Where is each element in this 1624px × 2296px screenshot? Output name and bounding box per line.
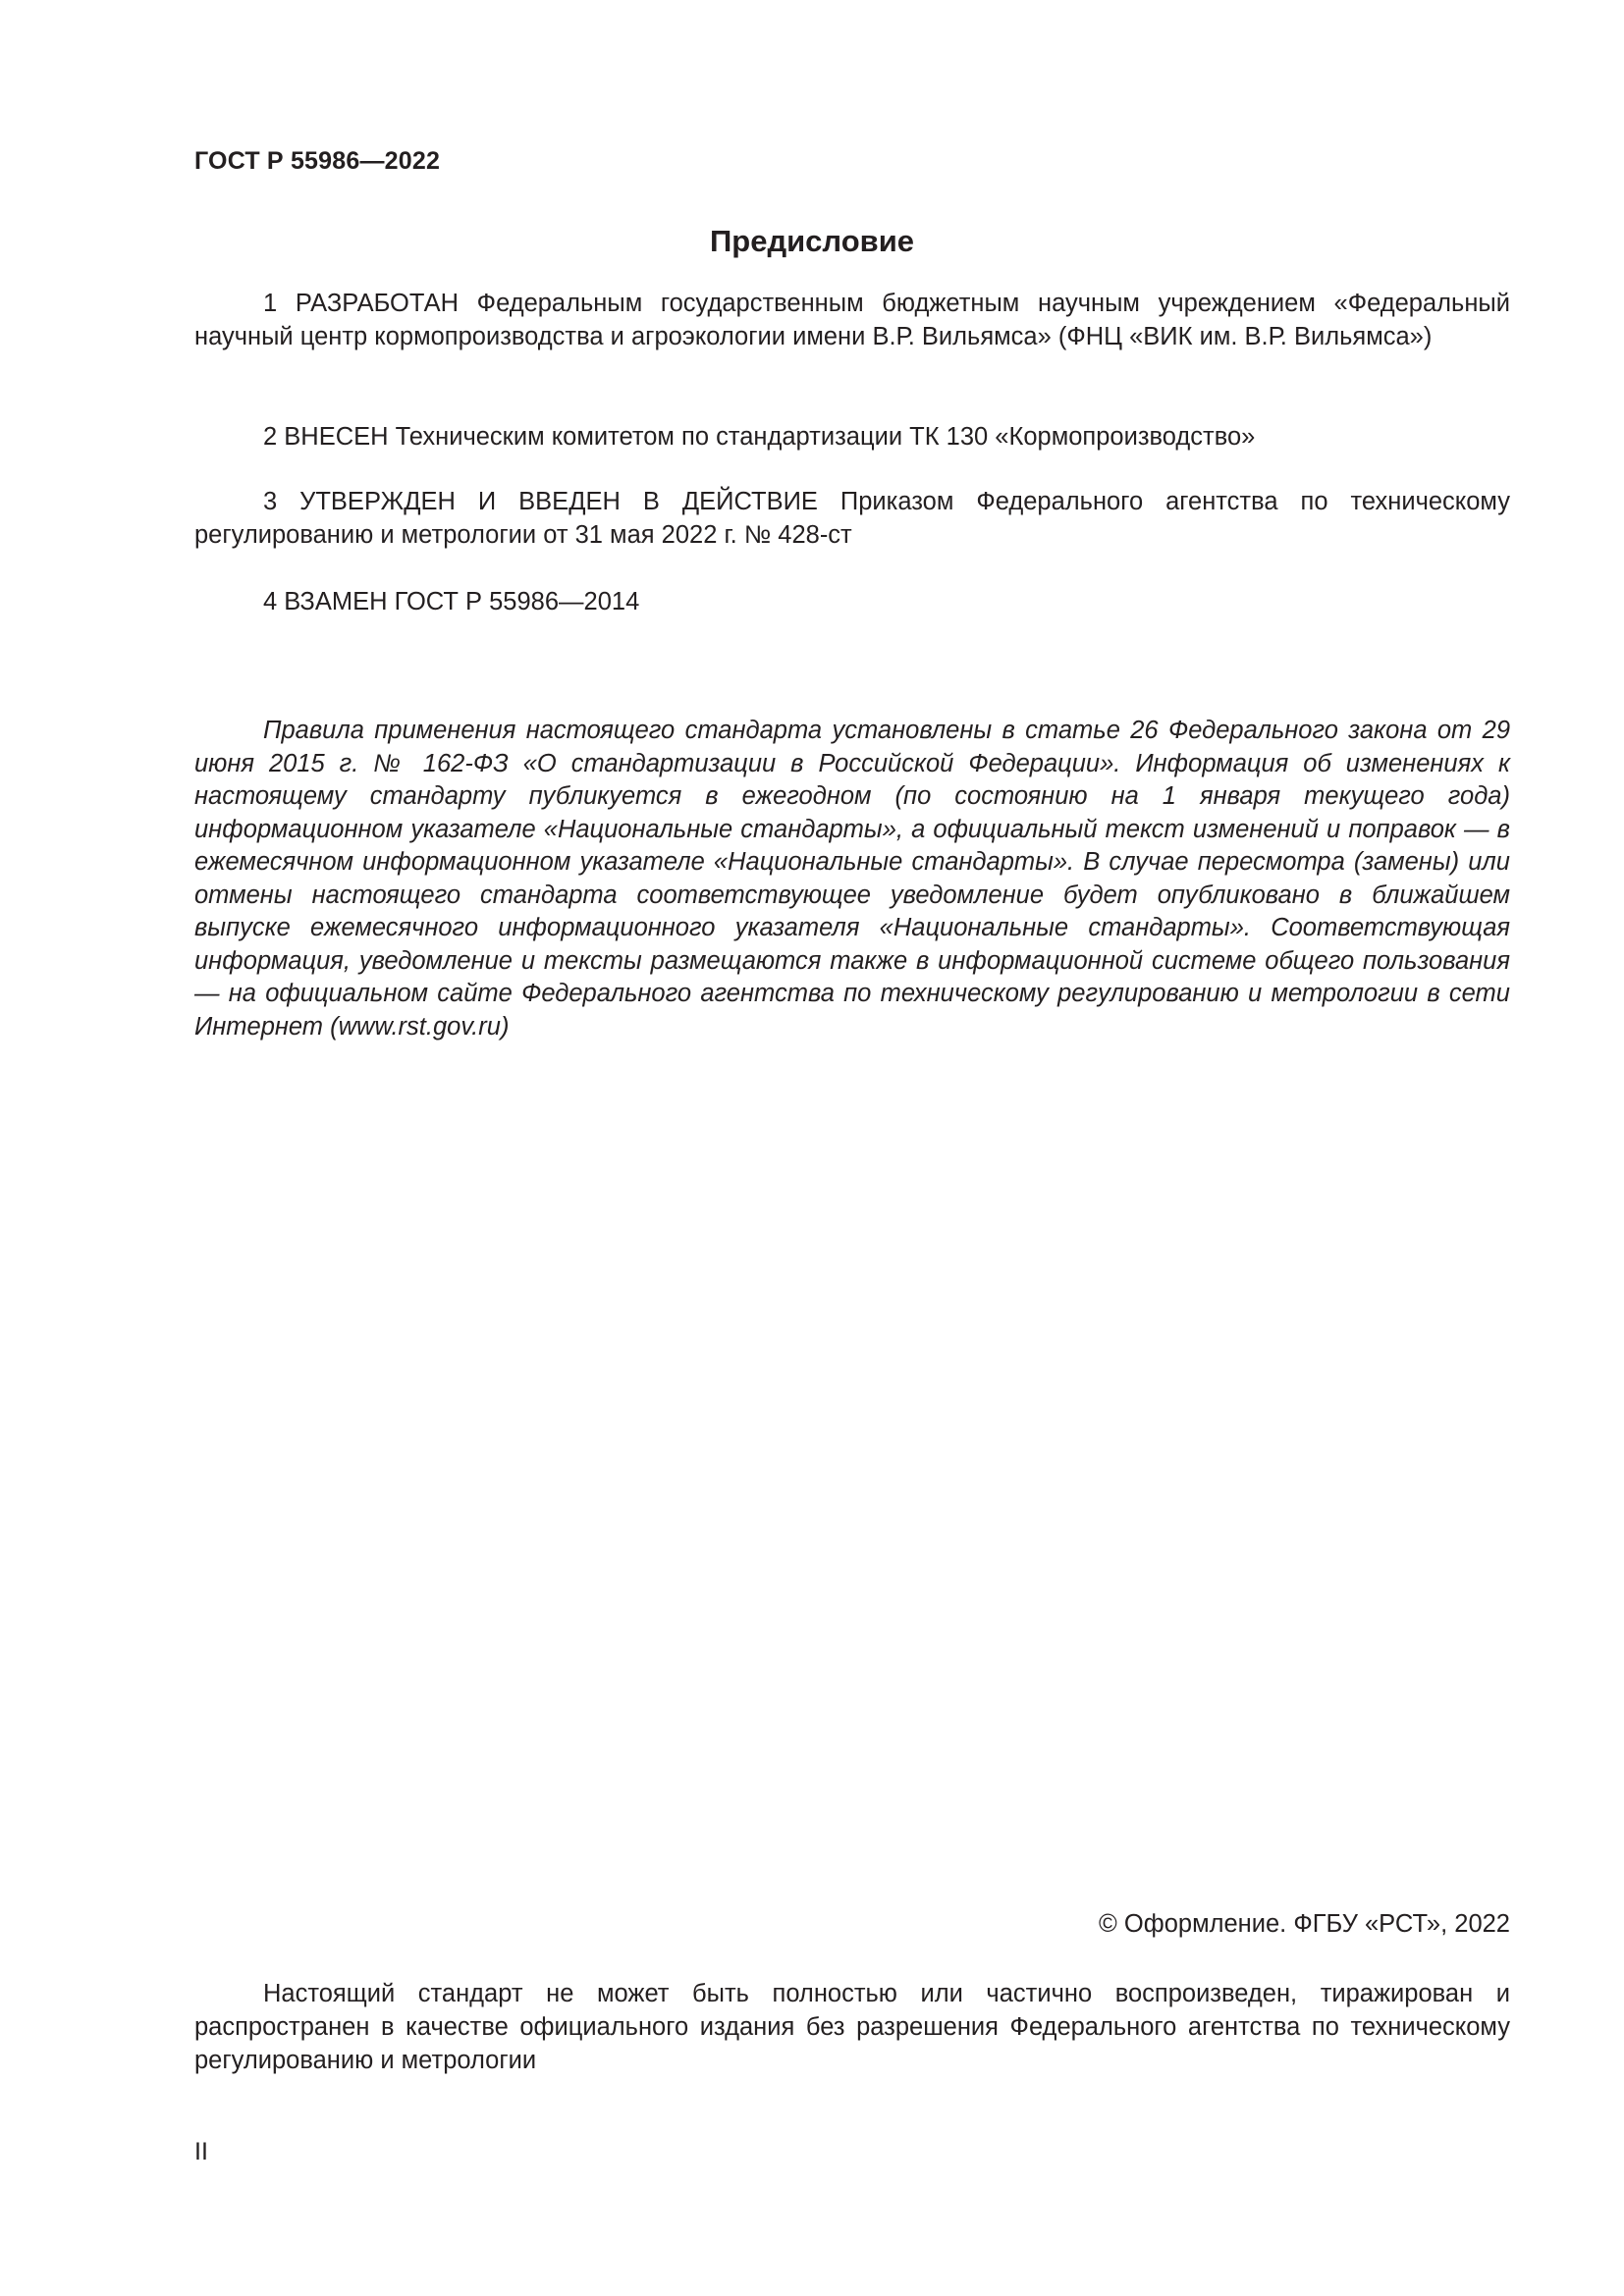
reproduction-notice: Настоящий стандарт не может быть полностью или частично воспроизведен, тиражирован и распространен в качестве официального издания без разрешения Федерального агентства по техническому регулированию и метрологии: [194, 1980, 1510, 2074]
document-id: ГОСТ Р 55986—2022: [194, 147, 441, 175]
foreword-item-3: 3 УТВЕРЖДЕН И ВВЕДЕН В ДЕЙСТВИЕ Приказом Федерального агентства по техническому регулированию и метрологии от 31 мая 2022 г. № 428-ст: [194, 488, 1510, 549]
page-number: II: [194, 2138, 208, 2165]
page-title: Предисловие: [709, 224, 914, 258]
foreword-item-1: 1 РАЗРАБОТАН Федеральным государственным бюджетным научным учреждением «Федеральный научный центр кормопроизводства и агроэкологии имени В.Р. Вильямса» (ФНЦ «ВИК им. В.Р. Вильямса»): [194, 290, 1510, 350]
foreword-item-2: 2 ВНЕСЕН Техническим комитетом по стандартизации ТК 130 «Кормопроизводство»: [263, 423, 1256, 451]
application-rules-note: Правила применения настоящего стандарта установлены в статье 26 Федерального закона от 29 июня 2015 г. № 162-ФЗ «О стандартизации в Российской Федерации». Информация об изменениях к настоящему стандарту публикуется в ежегодном (по состоянию на 1 января текущего года) информационном указателе «Национальные стандарты», а официальный текст изменений и поправок — в ежемесячном информационном указателе «Национальные стандарты». В случае пересмотра (замены) или отмены настоящего стандарта соответствующее уведомление будет опубликовано в ближайшем выпуске ежемесячного информационного указателя «Национальные стандарты». Соответствующая информация, уведомление и тексты размещаются также в информационной системе общего пользования — на официальном сайте Федерального агентства по техническому регулированию и метрологии в сети Интернет (www.rst.gov.ru): [194, 717, 1510, 1041]
copyright-line: © Оформление. ФГБУ «РСТ», 2022: [1099, 1910, 1510, 1938]
foreword-item-4: 4 ВЗАМЕН ГОСТ Р 55986—2014: [263, 588, 640, 615]
